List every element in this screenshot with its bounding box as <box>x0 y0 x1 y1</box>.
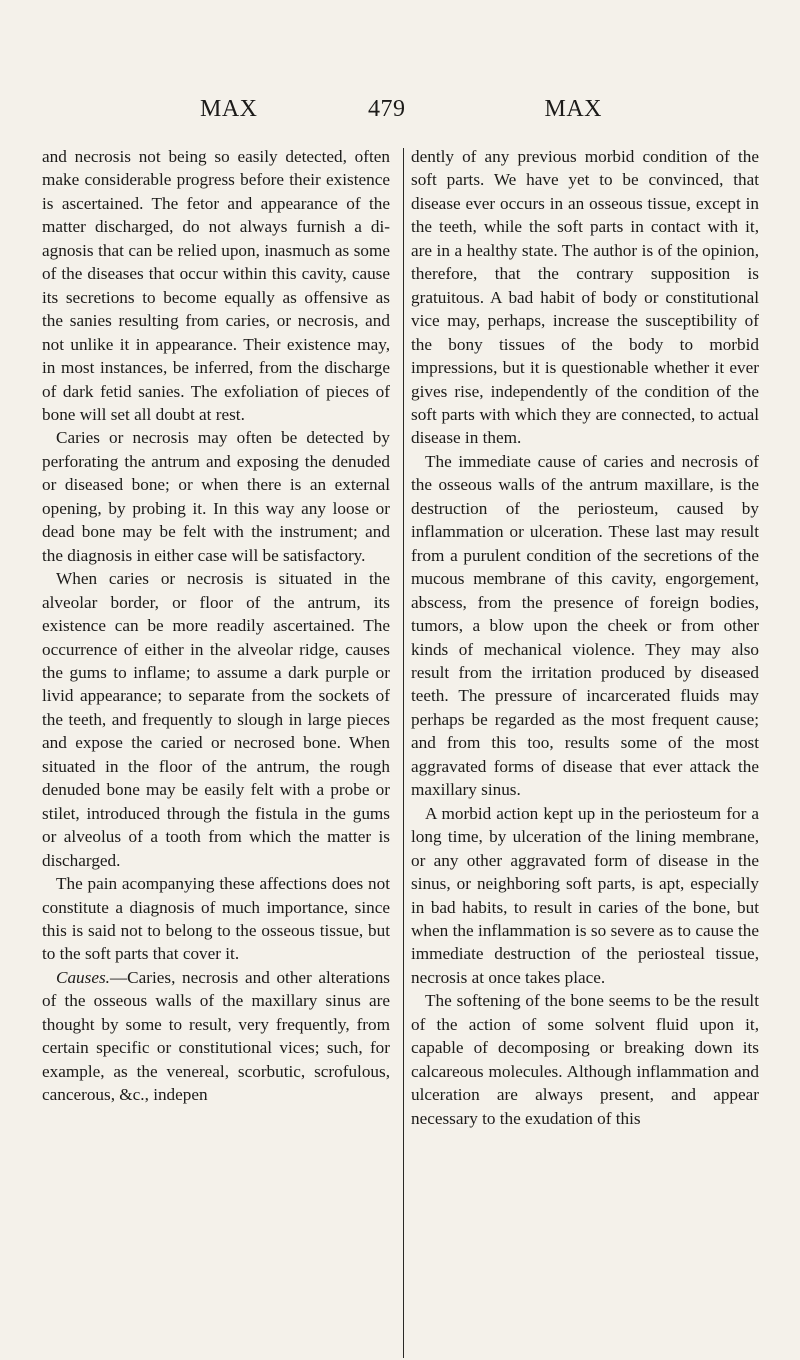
causes-text: —Caries, necrosis and other alterations of the osseous walls of the maxillary sinus are thought by some to result, very frequently, from certain specific or constitutional vices; such, for example, as the venereal, scorbutic, scrofulous, cancerous, &c., indepen <box>42 967 390 1105</box>
paragraph: The pain acompanying these affections does not constitute a diagnosis of much importance, since this is said not to belong to the osseous tissue, but to the soft parts that cover it. <box>42 874 390 964</box>
page-number: 479 <box>368 96 406 122</box>
left-column <box>42 145 390 1107</box>
paragraph: and necrosis not being so easily detected, often make considerable progress before their existence is ascertained. The fetor and appearance of the matter discharged, do not always furnish a diagnosis that can be relied upon, inasmuch as some of the diseases that occur within this cavity, cause its secretions to become equally as offensive as the sanies resulting from caries, or necrosis, and not unlike it in appearance. Their existence may, in most instances, be inferred, from the discharge of dark fetid sanies. The exfoliation of pieces of bone will set all doubt at rest. <box>42 147 390 424</box>
right-column <box>411 145 759 1130</box>
paragraph: A morbid action kept up in the periosteum for a long time, by ulceration of the lining membrane, or any other aggravated form of disease in the sinus, or neighboring soft parts, is apt, especially in bad habits, to result in caries of the bone, but when the inflammation is so severe as to cause the immediate destruction of the periosteal tissue, necrosis at once takes place. <box>411 803 759 987</box>
running-header <box>200 96 602 126</box>
causes-heading: Causes. <box>56 967 110 987</box>
header-left-word: MAX <box>200 96 258 122</box>
paragraph: When caries or necrosis is situated in the alveolar border, or floor of the antrum, its existence can be more readily ascertained. The occurrence of either in the alveolar ridge, causes the gums to inflame; to assume a dark purple or livid appearance; to separate from the sockets of the teeth, and frequently to slough in large pieces and expose the caried or necrosed bone. When situated in the floor of the antrum, the rough denuded bone may be easily felt with a probe or stilet, introduced through the fistula in the gums or alveolus of a tooth from which the matter is discharged. <box>42 569 390 870</box>
paragraph: Caries or necrosis may often be detected by perforating the antrum and exposing the denuded or diseased bone; or when there is an external opening, by probing it. In this way any loose or dead bone may be felt with the instrument; and the diagnosis in either case will be satisfactory. <box>42 428 390 565</box>
paragraph: dently of any previous morbid condition of the soft parts. We have yet to be convinced, that disease ever occurs in an osseous tissue, except in the teeth, while the soft parts in contact with it, are in a healthy state. The author is of the opinion, therefore, that the contrary supposition is gratuitous. A bad habit of body or constitutional vice may, perhaps, increase the susceptibility of the bony tissues of the body to morbid impressions, but it is questionable whether it ever gives rise, independently of the condition of the soft parts with which they are connected, to actual disease in them. <box>411 147 759 448</box>
paragraph: The softening of the bone seems to be the result of the action of some solvent fluid upon it, capable of decomposing or breaking down its calcareous molecules. Although inflammation and ulceration are always present, and appear necessary to the exudation of this <box>411 991 759 1128</box>
paragraph: The immediate cause of caries and necrosis of the osseous walls of the antrum maxillare, is the destruction of the periosteum, caused by inflammation or ulceration. These last may result from a purulent condition of the secretions of the mucous membrane of this cavity, engorgement, abscess, from the presence of foreign bodies, tumors, a blow upon the cheek or from other kinds of mechanical violence. They may also result from the irritation produced by diseased teeth. The pressure of incarcerated fluids may perhaps be regarded as the most frequent cause; and from this too, results some of the most aggravated forms of disease that ever attack the maxillary sinus. <box>411 451 759 800</box>
column-divider <box>403 148 404 1358</box>
header-right-word: MAX <box>544 96 602 122</box>
causes-paragraph <box>42 966 390 1107</box>
